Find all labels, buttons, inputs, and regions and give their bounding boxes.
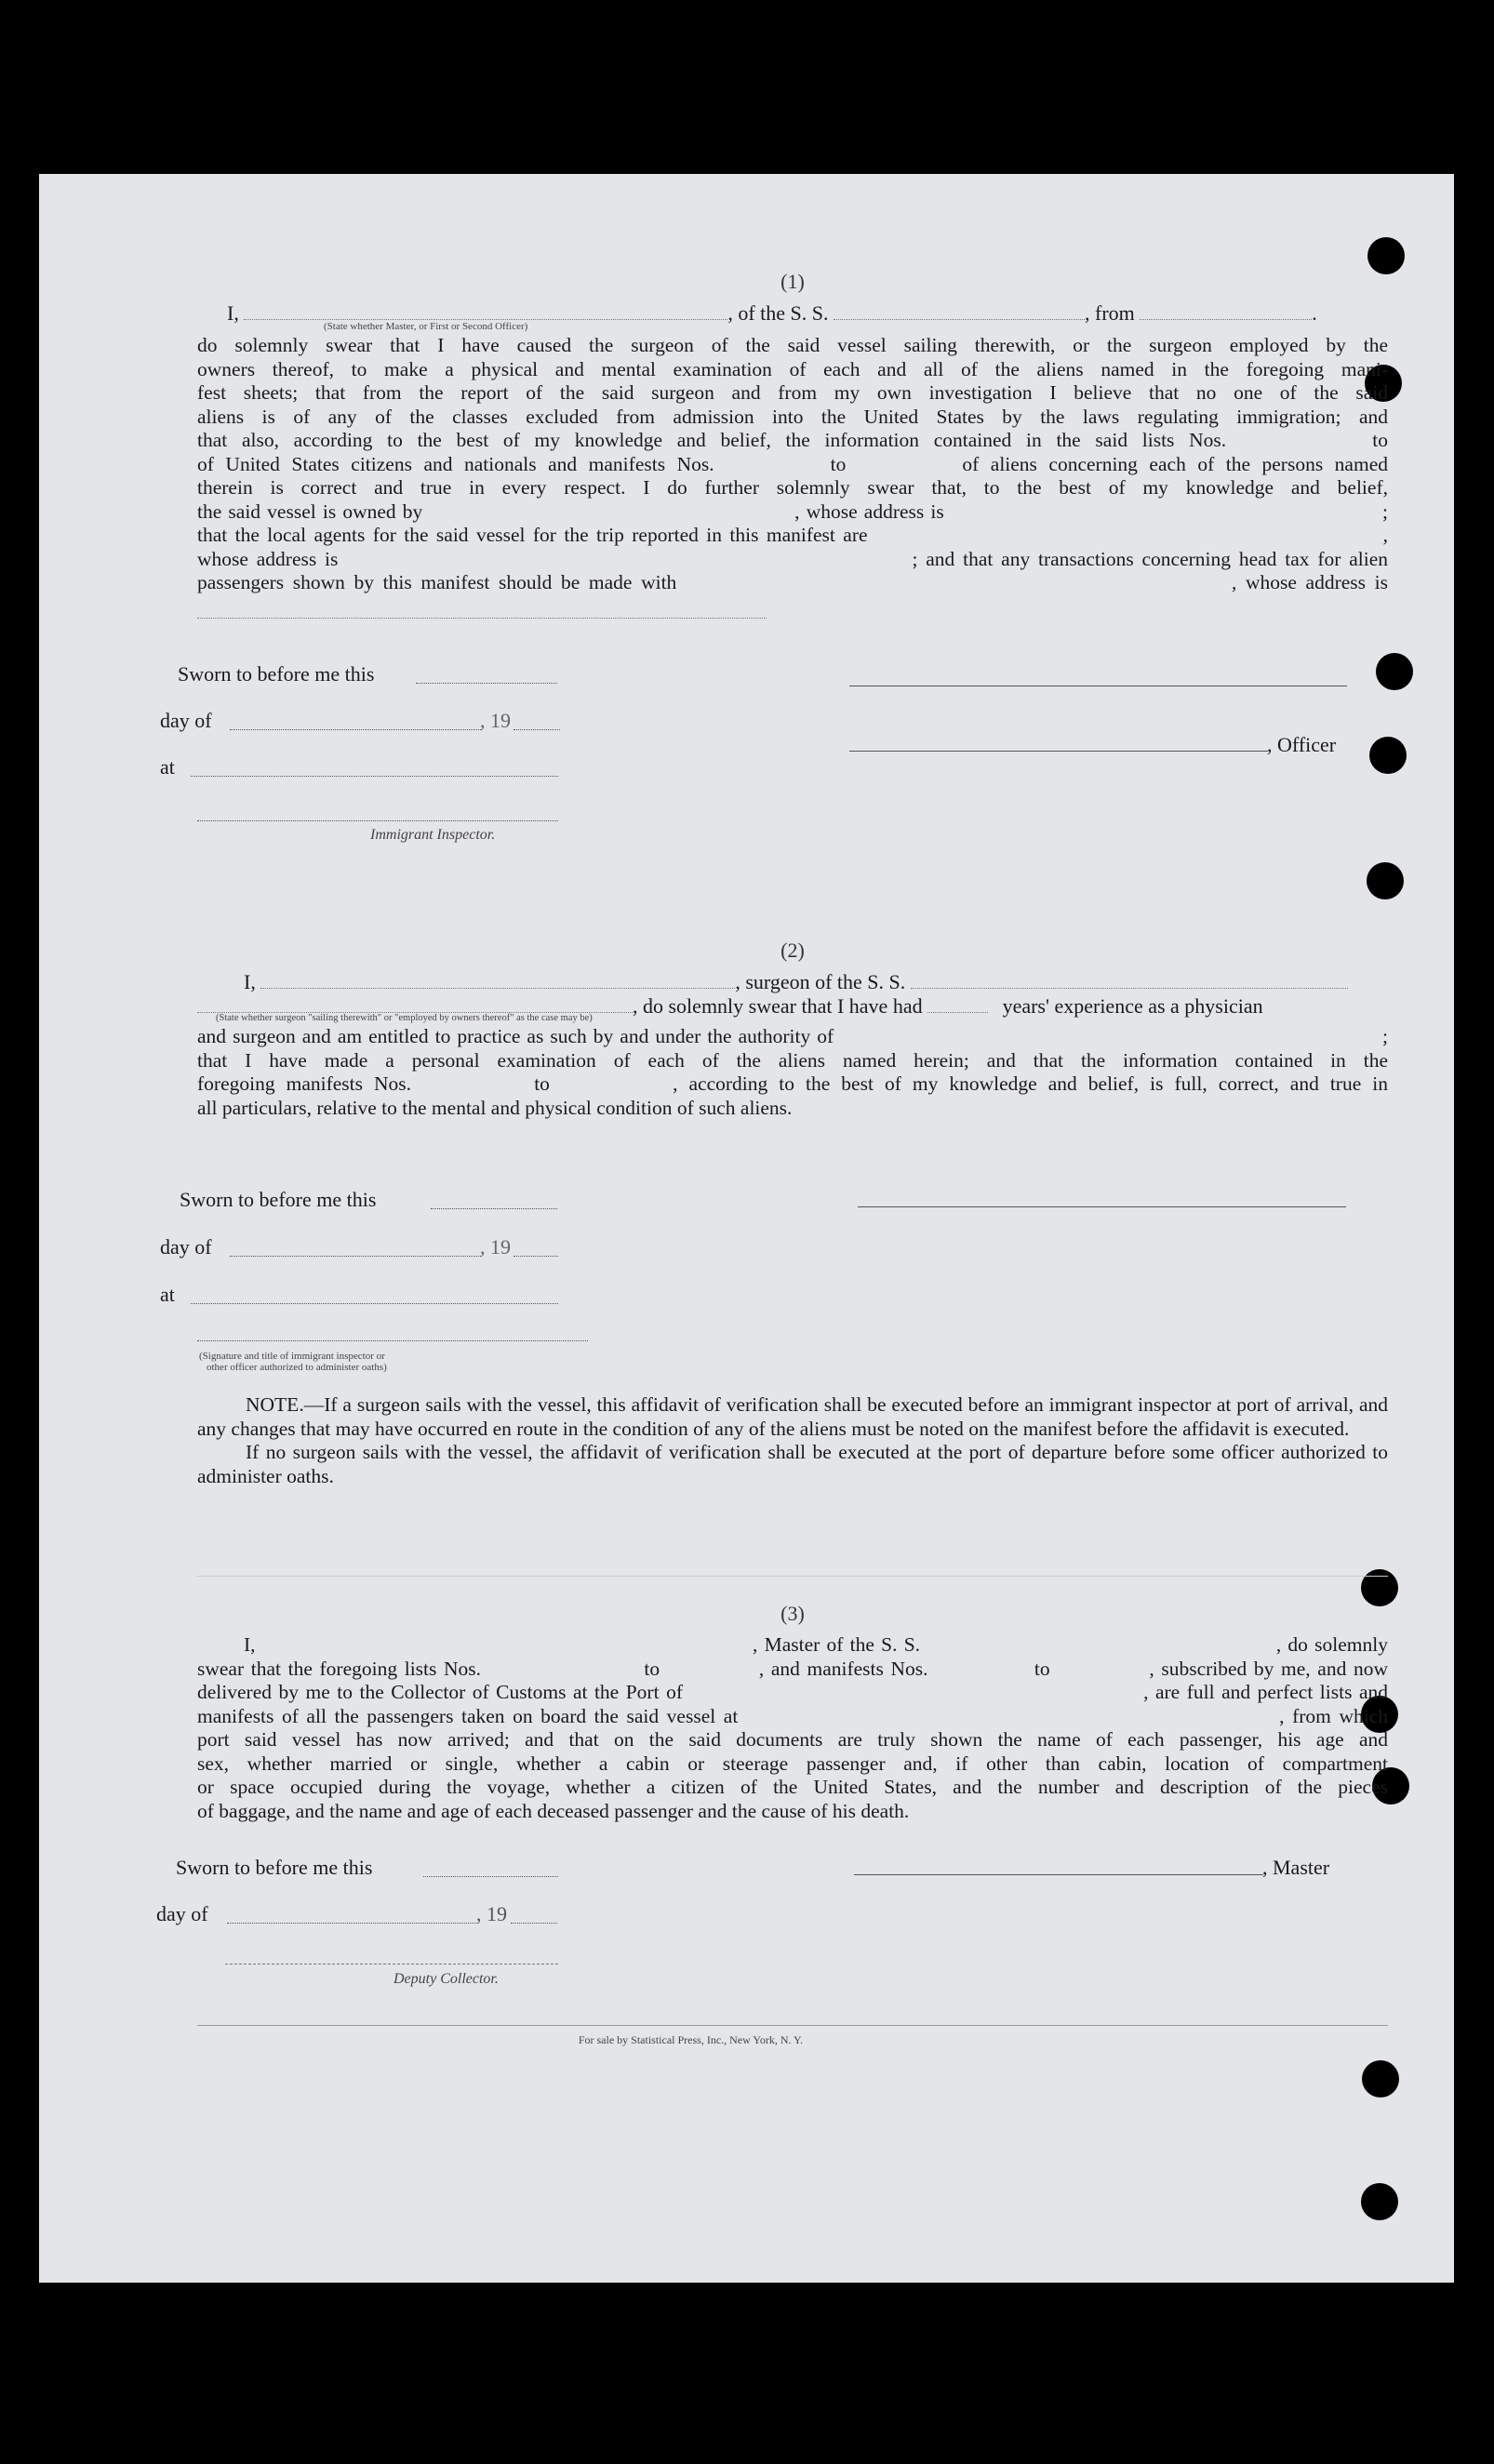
manifest-sheet xyxy=(39,174,1454,2283)
year-label: , 19 xyxy=(476,1902,507,1925)
collector-signature-line[interactable] xyxy=(225,1964,558,1965)
sworn-day-line[interactable] xyxy=(423,1876,558,1877)
section-number: (1) xyxy=(780,270,805,293)
inspector-caption: Immigrant Inspector. xyxy=(370,827,496,843)
punch-hole xyxy=(1361,2183,1398,2220)
month-line[interactable] xyxy=(227,1923,478,1924)
punch-hole xyxy=(1367,237,1405,274)
address-continuation-field[interactable] xyxy=(197,601,767,619)
sworn-label: Sworn to before me this xyxy=(176,1856,373,1879)
month-line[interactable] xyxy=(230,1256,481,1257)
punch-hole xyxy=(1367,862,1404,899)
punch-hole xyxy=(1369,737,1407,774)
master-oath-line: I, , of the S. S. , from . xyxy=(227,301,1317,325)
inspector-signature-line[interactable] xyxy=(197,820,558,821)
officer-title-line[interactable] xyxy=(849,751,1268,752)
sworn-label: Sworn to before me this xyxy=(178,662,375,686)
punch-hole xyxy=(1376,653,1413,690)
at-place-line[interactable] xyxy=(191,776,558,777)
year-line[interactable] xyxy=(511,1923,557,1924)
day-of-label: day of xyxy=(156,1902,208,1925)
affidavit-section-3 xyxy=(197,1602,1388,1823)
punch-hole xyxy=(1362,2060,1399,2098)
surgeon-paragraph: and surgeon and am entitled to practice as such by and under the authority of ; that I have made a personal examination of each of the aliens named herein; and that the information contained in the foregoing manifests Nos. to , according to the best of my knowledge and belief, is full, correct, and true in all particulars, relative to the mental and physical condition of such aliens. xyxy=(197,1025,1388,1119)
officer-name-field[interactable] xyxy=(244,302,727,320)
master-label: , Master xyxy=(1262,1856,1330,1879)
section-number: (3) xyxy=(780,1602,805,1625)
day-of-label: day of xyxy=(160,709,212,732)
affidavit-section-2 xyxy=(197,939,1388,1120)
from-port-field[interactable] xyxy=(1140,302,1312,320)
sworn-label: Sworn to before me this xyxy=(180,1188,377,1211)
vessel-name-field[interactable] xyxy=(834,302,1085,320)
year-label: , 19 xyxy=(480,709,511,732)
year-line[interactable] xyxy=(514,729,560,730)
officer-label: , Officer xyxy=(1267,733,1337,756)
surgeon-vessel-field[interactable] xyxy=(911,971,1348,989)
day-of-label: day of xyxy=(160,1235,212,1259)
year-label: , 19 xyxy=(480,1235,511,1259)
footer-rule xyxy=(197,2025,1388,2026)
inspector-signature-line[interactable] xyxy=(197,1340,588,1341)
printer-footer: For sale by Statistical Press, Inc., New York, N. Y. xyxy=(578,2033,804,2046)
section-number: (2) xyxy=(780,939,805,962)
surgeon-signature-line[interactable] xyxy=(858,1206,1346,1207)
year-line[interactable] xyxy=(514,1256,558,1257)
surgeon-line-2: , do solemnly swear that I have had years' experience as a physician xyxy=(197,994,1388,1018)
surgeon-status-field[interactable] xyxy=(197,995,633,1013)
oath-paragraph: do solemnly swear that I have caused the surgeon of the said vessel sailing therewith, or the surgeon employed by the owners thereof, to make a physical and mental examination of each and all of the aliens named in the foregoing mani- fest sheets; that from the report of the said surgeon and from my own investigation I believe that no one of the said aliens is of any of the classes excluded from admission into the United States by the laws regulating immigration; and that also, according to the best of my knowledge and belief, the information contained in the said lists Nos. to of United States citizens and nationals and manifests Nos. to of aliens concerning each of the persons named therein is correct and true in every respect. I do further solemnly swear that, to the best of my knowledge and belief, the said vessel is owned by , whose address is ; that the local agents for the said vessel for the trip reported in this manifest are , whose address is ; and that any transactions concerning head tax for alien passengers shown by this manifest should be made with , whose address is xyxy=(197,334,1388,593)
section-divider xyxy=(197,1576,1388,1577)
note-block xyxy=(197,1393,1388,1488)
at-place-line[interactable] xyxy=(191,1303,558,1304)
signature-hint-1: (Signature and title of immigrant inspector or xyxy=(199,1351,385,1362)
years-field[interactable] xyxy=(927,995,988,1013)
month-line[interactable] xyxy=(230,729,481,730)
surgeon-line-1: I, , surgeon of the S. S. xyxy=(197,970,1388,993)
note-paragraph-2: If no surgeon sails with the vessel, the affidavit of verification shall be executed at the port of departure before some officer authorized to administer oaths. xyxy=(197,1441,1388,1487)
collector-caption: Deputy Collector. xyxy=(394,1971,499,1987)
at-label: at xyxy=(160,755,175,779)
master-signature-line[interactable] xyxy=(854,1874,1263,1875)
officer-hint: (State whether Master, or First or Second Officer) xyxy=(324,321,528,332)
master-paragraph: I, , Master of the S. S. , do solemnly swear that the foregoing lists Nos. to , and manifests Nos. to , subscribed by me, and now delivered by me to the Collector of Customs at the Port of , are full and perfect lists and manifests of all the passengers taken on board the said vessel at , from which port said vessel has now arrived; and that on the said documents are truly shown the name of each passenger, his age and sex, whether married or single, whether a cabin or steerage passenger and, if other than cabin, location of compartment or space occupied during the voyage, whether a citizen of the United States, and the number and description of the pieces of baggage, and the name and age of each deceased passenger and the cause of his death. xyxy=(197,1633,1388,1822)
at-label: at xyxy=(160,1283,175,1306)
surgeon-name-field[interactable] xyxy=(260,971,735,989)
punch-hole xyxy=(1361,1569,1398,1606)
sworn-day-line[interactable] xyxy=(431,1208,557,1209)
note-paragraph-1: NOTE.—If a surgeon sails with the vessel, this affidavit of verification shall be executed before an immigrant inspector at port of arrival, and any changes that may have occurred en route in the condition of any of the aliens must be noted on the manifest before the affidavit is executed. xyxy=(197,1393,1388,1440)
surgeon-hint: (State whether surgeon "sailing therewith" or "employed by owners thereof" as the case may be) xyxy=(216,1013,593,1023)
affidavit-section-1 xyxy=(197,270,1388,623)
signature-hint-2: other officer authorized to administer oaths) xyxy=(207,1362,387,1373)
sworn-day-line[interactable] xyxy=(416,683,557,684)
